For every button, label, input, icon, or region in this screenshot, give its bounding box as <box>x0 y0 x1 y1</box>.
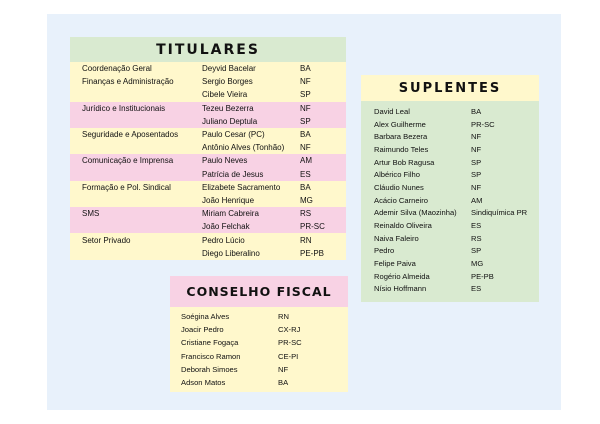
member-state: NF <box>300 77 311 87</box>
titulares-panel <box>70 37 346 265</box>
titulares-group <box>70 75 346 101</box>
member-state: ES <box>471 221 482 231</box>
suplentes-title: SUPLENTES <box>361 75 539 101</box>
list-item <box>361 118 539 131</box>
member-state: PR-SC <box>278 338 302 348</box>
table-row <box>70 88 346 101</box>
member-state: RN <box>300 235 312 245</box>
member-name: Alex Guilherme <box>374 119 426 129</box>
member-state: CE-PI <box>278 351 299 361</box>
list-item <box>361 257 539 270</box>
member-name: João Henrique <box>202 195 255 205</box>
member-state: MG <box>300 195 313 205</box>
table-row <box>70 62 346 75</box>
member-name: David Leal <box>374 106 410 116</box>
member-name: Francisco Ramon <box>181 351 241 361</box>
member-name: Cristiane Fogaça <box>181 338 239 348</box>
member-name: Cláudio Nunes <box>374 182 424 192</box>
member-state: ES <box>471 284 482 294</box>
table-row <box>70 168 346 181</box>
member-state: PR-SC <box>471 119 495 129</box>
list-item <box>170 363 348 376</box>
member-name: Raimundo Teles <box>374 144 429 154</box>
conselho-fiscal-title: CONSELHO FISCAL <box>170 276 348 307</box>
titulares-group <box>70 207 346 233</box>
member-state: NF <box>300 103 311 113</box>
member-state: BA <box>471 106 482 116</box>
member-name: Naiva Faleiro <box>374 233 419 243</box>
member-state: AM <box>300 156 312 166</box>
member-name: Elizabete Sacramento <box>202 182 281 192</box>
titulares-table <box>70 62 346 260</box>
table-row <box>70 207 346 220</box>
member-name: Patrícia de Jesus <box>202 169 264 179</box>
member-state: RS <box>471 233 482 243</box>
list-item <box>361 156 539 169</box>
titulares-group <box>70 233 346 259</box>
member-name: Cibele Vieira <box>202 90 248 100</box>
table-row <box>70 75 346 88</box>
conselho-fiscal-panel <box>170 276 348 392</box>
member-name: Reinaldo Oliveira <box>374 221 432 231</box>
table-row <box>70 102 346 115</box>
list-item <box>361 232 539 245</box>
list-item <box>361 219 539 232</box>
member-name: Antônio Alves (Tonhão) <box>202 143 285 153</box>
member-state: SP <box>300 90 311 100</box>
table-row <box>70 220 346 233</box>
table-row <box>70 154 346 167</box>
titulares-group <box>70 62 346 75</box>
member-state: SP <box>471 157 482 167</box>
member-state: NF <box>471 144 482 154</box>
list-item <box>170 336 348 349</box>
member-name: Felipe Paiva <box>374 259 416 269</box>
list-item <box>361 245 539 258</box>
member-name: Adson Matos <box>181 378 226 388</box>
list-item <box>361 143 539 156</box>
member-state: Sindiquímica PR <box>471 208 528 218</box>
member-state: BA <box>278 378 289 388</box>
area-label: SMS <box>82 209 100 219</box>
table-row <box>70 194 346 207</box>
list-item <box>361 270 539 283</box>
member-name: Juliano Deptula <box>202 116 258 126</box>
member-name: Barbara Bezera <box>374 132 428 142</box>
member-name: Deyvid Bacelar <box>202 64 256 74</box>
member-name: Sergio Borges <box>202 77 253 87</box>
member-name: Paulo Neves <box>202 156 248 166</box>
member-state: PE-PB <box>471 271 494 281</box>
member-state: SP <box>471 246 482 256</box>
member-state: BA <box>300 130 311 140</box>
member-name: Albérico Filho <box>374 170 421 180</box>
titulares-group <box>70 154 346 180</box>
member-state: RN <box>278 312 289 322</box>
member-name: Artur Bob Ragusa <box>374 157 435 167</box>
titulares-group <box>70 102 346 128</box>
member-name: Nísio Hoffmann <box>374 284 427 294</box>
table-row <box>70 181 346 194</box>
member-name: Pedro Lúcio <box>202 235 245 245</box>
area-label: Comunicação e Imprensa <box>82 156 174 166</box>
area-label: Seguridade e Aposentados <box>82 130 179 140</box>
member-state: BA <box>300 64 311 74</box>
suplentes-list <box>361 101 539 295</box>
titulares-group <box>70 128 346 154</box>
list-item <box>170 310 348 323</box>
member-state: NF <box>471 182 482 192</box>
list-item <box>361 130 539 143</box>
member-state: NF <box>278 364 289 374</box>
list-item <box>361 283 539 296</box>
member-state: RS <box>300 209 312 219</box>
list-item <box>170 323 348 336</box>
list-item <box>361 105 539 118</box>
member-name: Diego Liberalino <box>202 248 260 258</box>
table-row <box>70 115 346 128</box>
area-label: Formação e Pol. Sindical <box>82 182 171 192</box>
suplentes-panel <box>361 75 539 302</box>
list-item <box>361 194 539 207</box>
titulares-group <box>70 181 346 207</box>
area-label: Setor Privado <box>82 235 131 245</box>
member-name: Joacir Pedro <box>181 325 224 335</box>
member-state: SP <box>471 170 482 180</box>
table-row <box>70 128 346 141</box>
member-state: PR-SC <box>300 222 325 232</box>
list-item <box>361 181 539 194</box>
member-state: NF <box>300 143 311 153</box>
member-state: NF <box>471 132 482 142</box>
member-state: AM <box>471 195 483 205</box>
member-name: Soégina Alves <box>181 312 230 322</box>
list-item <box>361 168 539 181</box>
member-name: Ademir Silva (Maozinha) <box>374 208 457 218</box>
table-row <box>70 247 346 260</box>
table-row <box>70 233 346 246</box>
member-state: BA <box>300 182 311 192</box>
member-state: PE-PB <box>300 248 325 258</box>
area-label: Jurídico e Institucionais <box>82 103 166 113</box>
titulares-title: TITULARES <box>70 37 346 62</box>
member-state: MG <box>471 259 484 269</box>
list-item <box>361 207 539 220</box>
member-state: SP <box>300 116 311 126</box>
conselho-fiscal-list <box>170 307 348 389</box>
area-label: Finanças e Administração <box>82 77 174 87</box>
member-state: ES <box>300 169 311 179</box>
member-name: Paulo Cesar (PC) <box>202 130 265 140</box>
table-row <box>70 141 346 154</box>
area-label: Coordenação Geral <box>82 64 152 74</box>
list-item <box>170 350 348 363</box>
member-name: João Felchak <box>202 222 250 232</box>
member-name: Acácio Carneiro <box>374 195 429 205</box>
member-name: Deborah Simoes <box>181 364 238 374</box>
member-name: Tezeu Bezerra <box>202 103 254 113</box>
member-name: Rogério Almeida <box>374 271 430 281</box>
list-item <box>170 376 348 389</box>
member-state: CX-RJ <box>278 325 301 335</box>
member-name: Pedro <box>374 246 395 256</box>
member-name: Miriam Cabreira <box>202 209 259 219</box>
